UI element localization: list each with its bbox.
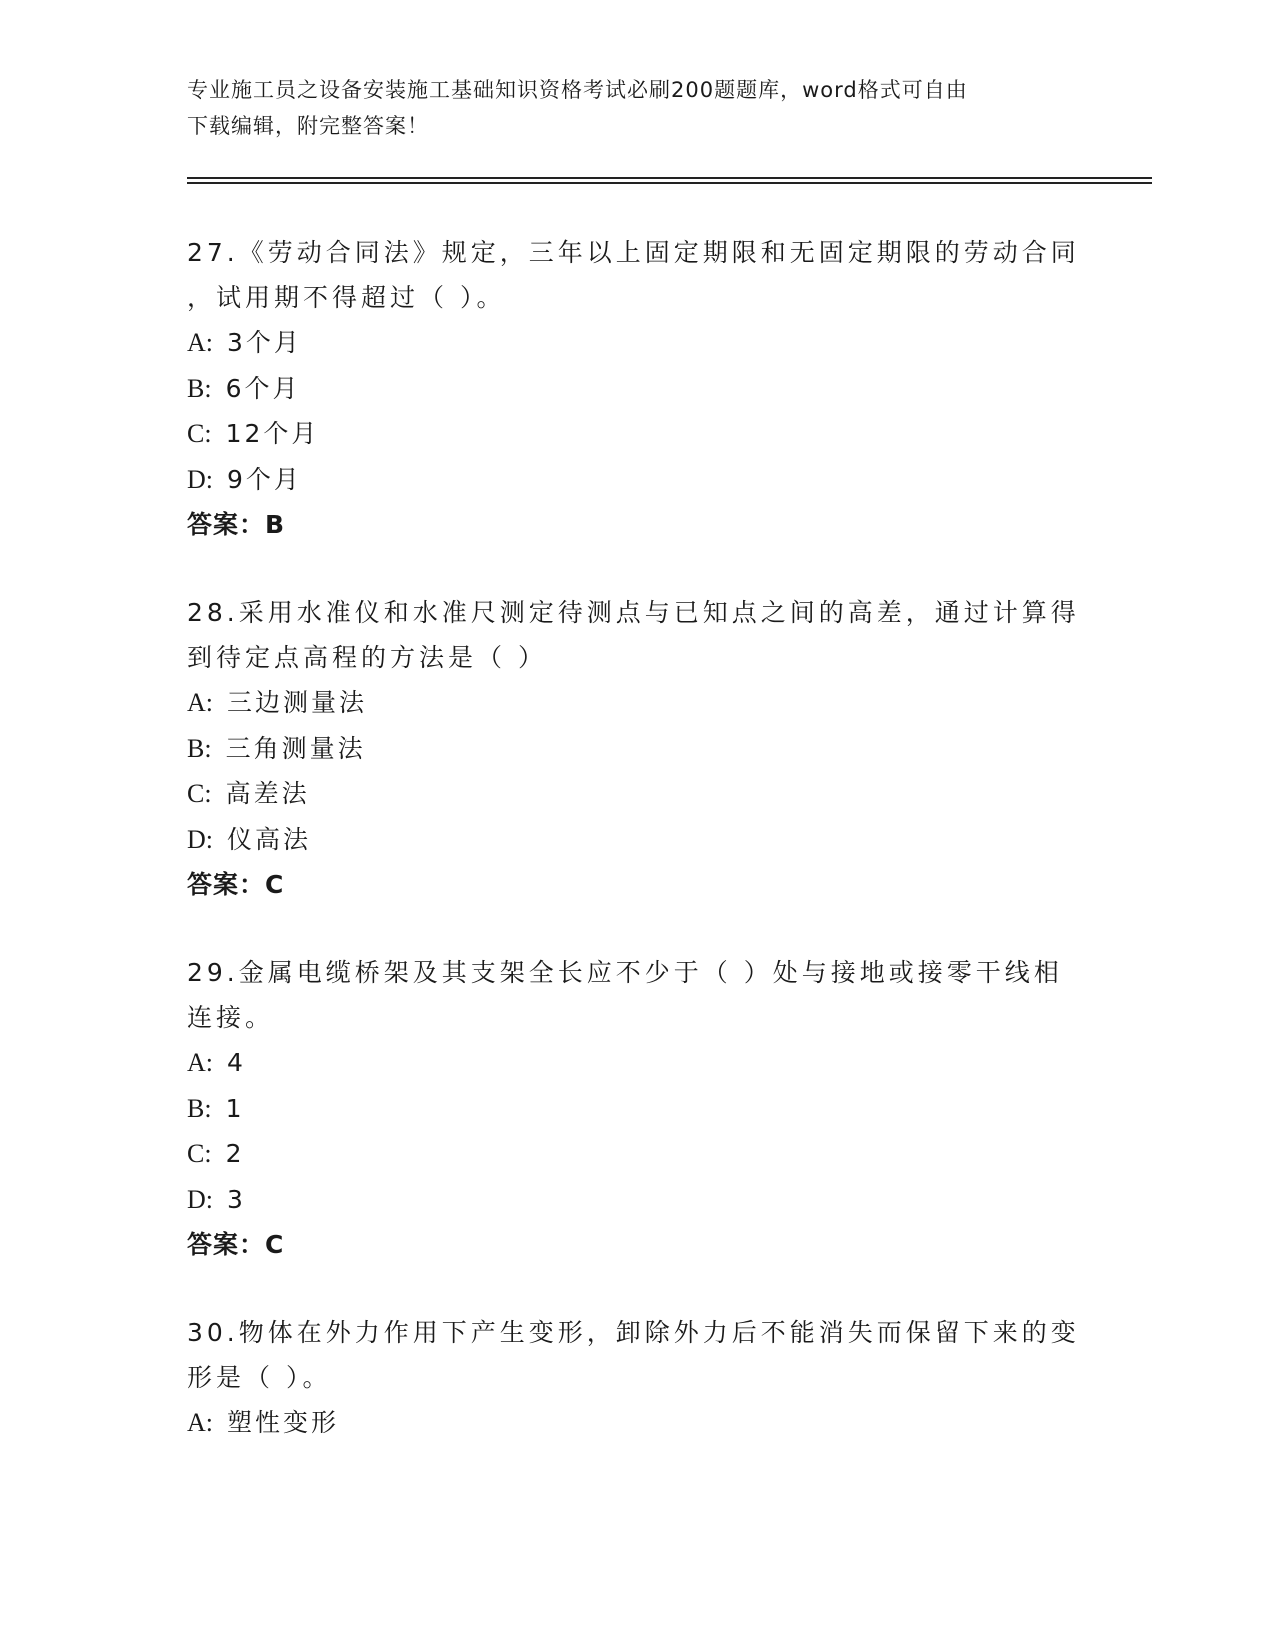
option-a bbox=[187, 320, 1087, 366]
option-text: 高差法 bbox=[225, 779, 310, 808]
option-d bbox=[187, 1177, 1087, 1223]
option-text: 仪高法 bbox=[227, 824, 312, 854]
option-letter: D: bbox=[187, 464, 213, 494]
question-stem bbox=[187, 230, 1087, 320]
option-a bbox=[187, 1400, 1087, 1446]
option-letter: B: bbox=[187, 373, 212, 403]
header-divider-top bbox=[187, 177, 1152, 179]
option-text: 塑性变形 bbox=[227, 1408, 340, 1437]
option-letter: C: bbox=[187, 779, 212, 808]
option-text: 12个月 bbox=[225, 419, 320, 448]
option-letter: B: bbox=[187, 1093, 212, 1123]
option-c bbox=[187, 411, 1087, 457]
option-a bbox=[187, 680, 1087, 726]
question-28 bbox=[187, 590, 1087, 907]
option-d bbox=[187, 817, 1087, 863]
question-stem-line-2: 连接。 bbox=[187, 1003, 275, 1032]
option-letter: C: bbox=[187, 1139, 212, 1168]
answer-line: 答案：C bbox=[187, 1230, 285, 1259]
option-letter: A: bbox=[187, 1048, 213, 1077]
question-27 bbox=[187, 230, 1087, 547]
question-stem-line-1: 27.《劳动合同法》规定，三年以上固定期限和无固定期限的劳动合同 bbox=[187, 238, 1080, 267]
question-stem bbox=[187, 590, 1087, 680]
option-letter: A: bbox=[187, 1408, 213, 1437]
header-line-1: 专业施工员之设备安装施工基础知识资格考试必刷200题题库，word格式可自由 bbox=[187, 78, 968, 102]
question-stem-line-2: ，试用期不得超过（ ）。 bbox=[187, 283, 506, 312]
option-text: 1 bbox=[225, 1093, 245, 1123]
option-letter: A: bbox=[187, 328, 213, 357]
option-text: 9个月 bbox=[227, 464, 302, 494]
option-c bbox=[187, 1131, 1087, 1177]
option-text: 3个月 bbox=[227, 328, 302, 357]
option-d bbox=[187, 457, 1087, 503]
option-text: 3 bbox=[227, 1184, 246, 1214]
option-b bbox=[187, 1086, 1087, 1132]
answer-line: 答案：B bbox=[187, 510, 286, 539]
document-header bbox=[187, 72, 1087, 144]
option-text: 6个月 bbox=[225, 373, 301, 403]
question-stem-line-1: 29.金属电缆桥架及其支架全长应不少于（ ）处与接地或接零干线相 bbox=[187, 958, 1063, 987]
option-a bbox=[187, 1040, 1087, 1086]
option-text: 4 bbox=[227, 1048, 246, 1077]
option-text: 三角测量法 bbox=[225, 733, 366, 763]
option-b bbox=[187, 726, 1087, 772]
option-letter: A: bbox=[187, 688, 213, 717]
option-letter: B: bbox=[187, 733, 212, 763]
option-letter: C: bbox=[187, 419, 212, 448]
question-stem bbox=[187, 1310, 1087, 1400]
question-stem-line-1: 30.物体在外力作用下产生变形，卸除外力后不能消失而保留下来的变 bbox=[187, 1318, 1080, 1347]
option-text: 三边测量法 bbox=[227, 688, 368, 717]
question-stem-line-1: 28.采用水准仪和水准尺测定待测点与已知点之间的高差，通过计算得 bbox=[187, 598, 1080, 627]
question-stem bbox=[187, 950, 1087, 1040]
option-letter: D: bbox=[187, 1184, 213, 1214]
question-29 bbox=[187, 950, 1087, 1267]
question-stem-line-2: 形是（ ）。 bbox=[187, 1363, 332, 1392]
option-b bbox=[187, 366, 1087, 412]
option-letter: D: bbox=[187, 824, 213, 854]
answer-line: 答案：C bbox=[187, 870, 285, 899]
option-c bbox=[187, 771, 1087, 817]
option-text: 2 bbox=[225, 1139, 245, 1168]
header-divider-bottom bbox=[187, 182, 1152, 184]
question-30 bbox=[187, 1310, 1087, 1446]
header-line-2: 下载编辑，附完整答案！ bbox=[187, 114, 429, 138]
question-stem-line-2: 到待定点高程的方法是（ ） bbox=[187, 643, 547, 672]
